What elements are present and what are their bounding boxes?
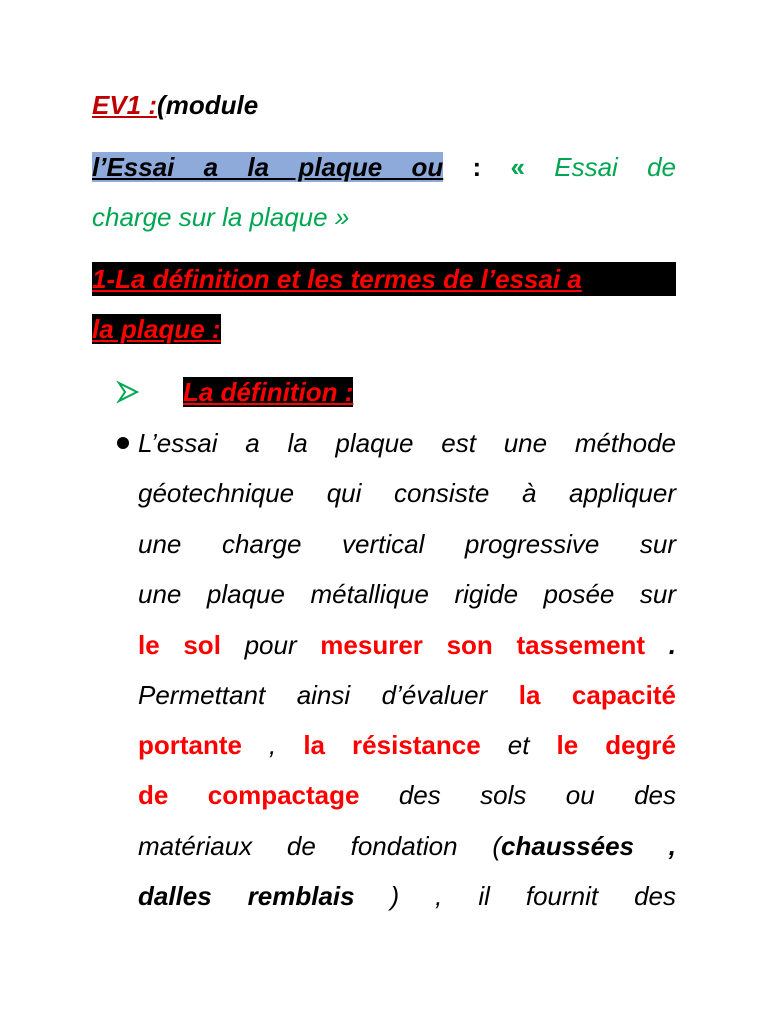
paragraph-line-1: L’essai a la plaque est une méthode (138, 428, 676, 458)
paragraph-line-8 (138, 778, 676, 812)
paragraph-line-7 (138, 728, 676, 762)
text-il-fournit: ) , il fournit des (354, 881, 676, 911)
text-period: . (645, 630, 676, 660)
term-chaussees: chaussées , (501, 831, 677, 861)
paragraph-line-2: géotechnique qui consiste à appliquer (138, 478, 676, 508)
paragraph-line-10 (138, 879, 676, 913)
term-le-sol: le sol (138, 630, 221, 660)
definition-heading (183, 375, 353, 409)
text-materiaux: matériaux de fondation ( (138, 831, 502, 861)
header-module: module (165, 90, 259, 120)
subtitle-line-2: charge sur la plaque » (92, 202, 350, 232)
definition-heading-text: La définition : (183, 377, 354, 407)
section-heading-text-1: 1-La définition et les termes de l’essai a (92, 262, 676, 296)
term-capacite: la capacité (518, 680, 676, 710)
text-permettant: Permettant ainsi d’évaluer (138, 680, 519, 710)
section-heading-text-2: la plaque : (92, 314, 221, 344)
bullet-dot-icon (117, 437, 129, 449)
paragraph-line-3: une charge vertical progressive sur (138, 529, 676, 559)
paragraph-line-6 (138, 678, 676, 712)
subtitle-title: l’Essai a la plaque ou (92, 152, 444, 182)
subtitle-line-1 (92, 150, 676, 184)
term-resistance: la résistance (303, 730, 481, 760)
paragraph-line-9 (138, 829, 676, 863)
paragraph-line-5 (138, 628, 676, 662)
term-portante: portante (138, 730, 242, 760)
arrow-right-outline-icon (116, 377, 140, 407)
header-line (92, 88, 676, 122)
subtitle-alt-line1: Essai de (524, 152, 677, 182)
header-prefix: EV1 : (92, 90, 158, 120)
section-heading-line-1 (92, 262, 676, 296)
subtitle-colon: : (443, 152, 511, 182)
paragraph-line-4: une plaque métallique rigide posée sur (138, 579, 676, 609)
term-le-degre: le degré (556, 730, 676, 760)
text-des-sols: des sols ou des (359, 780, 676, 810)
term-de-compactage: de compactage (138, 780, 360, 810)
term-mesurer-tassement: mesurer son tassement (320, 630, 646, 660)
subtitle-quote-open: « (510, 152, 525, 182)
section-heading-line-2 (92, 312, 676, 346)
term-dalles-remblais: dalles remblais (138, 881, 355, 911)
text-comma: , (242, 730, 304, 760)
text-et: et (480, 730, 557, 760)
text-pour: pour (220, 630, 321, 660)
header-paren: ( (157, 90, 166, 120)
